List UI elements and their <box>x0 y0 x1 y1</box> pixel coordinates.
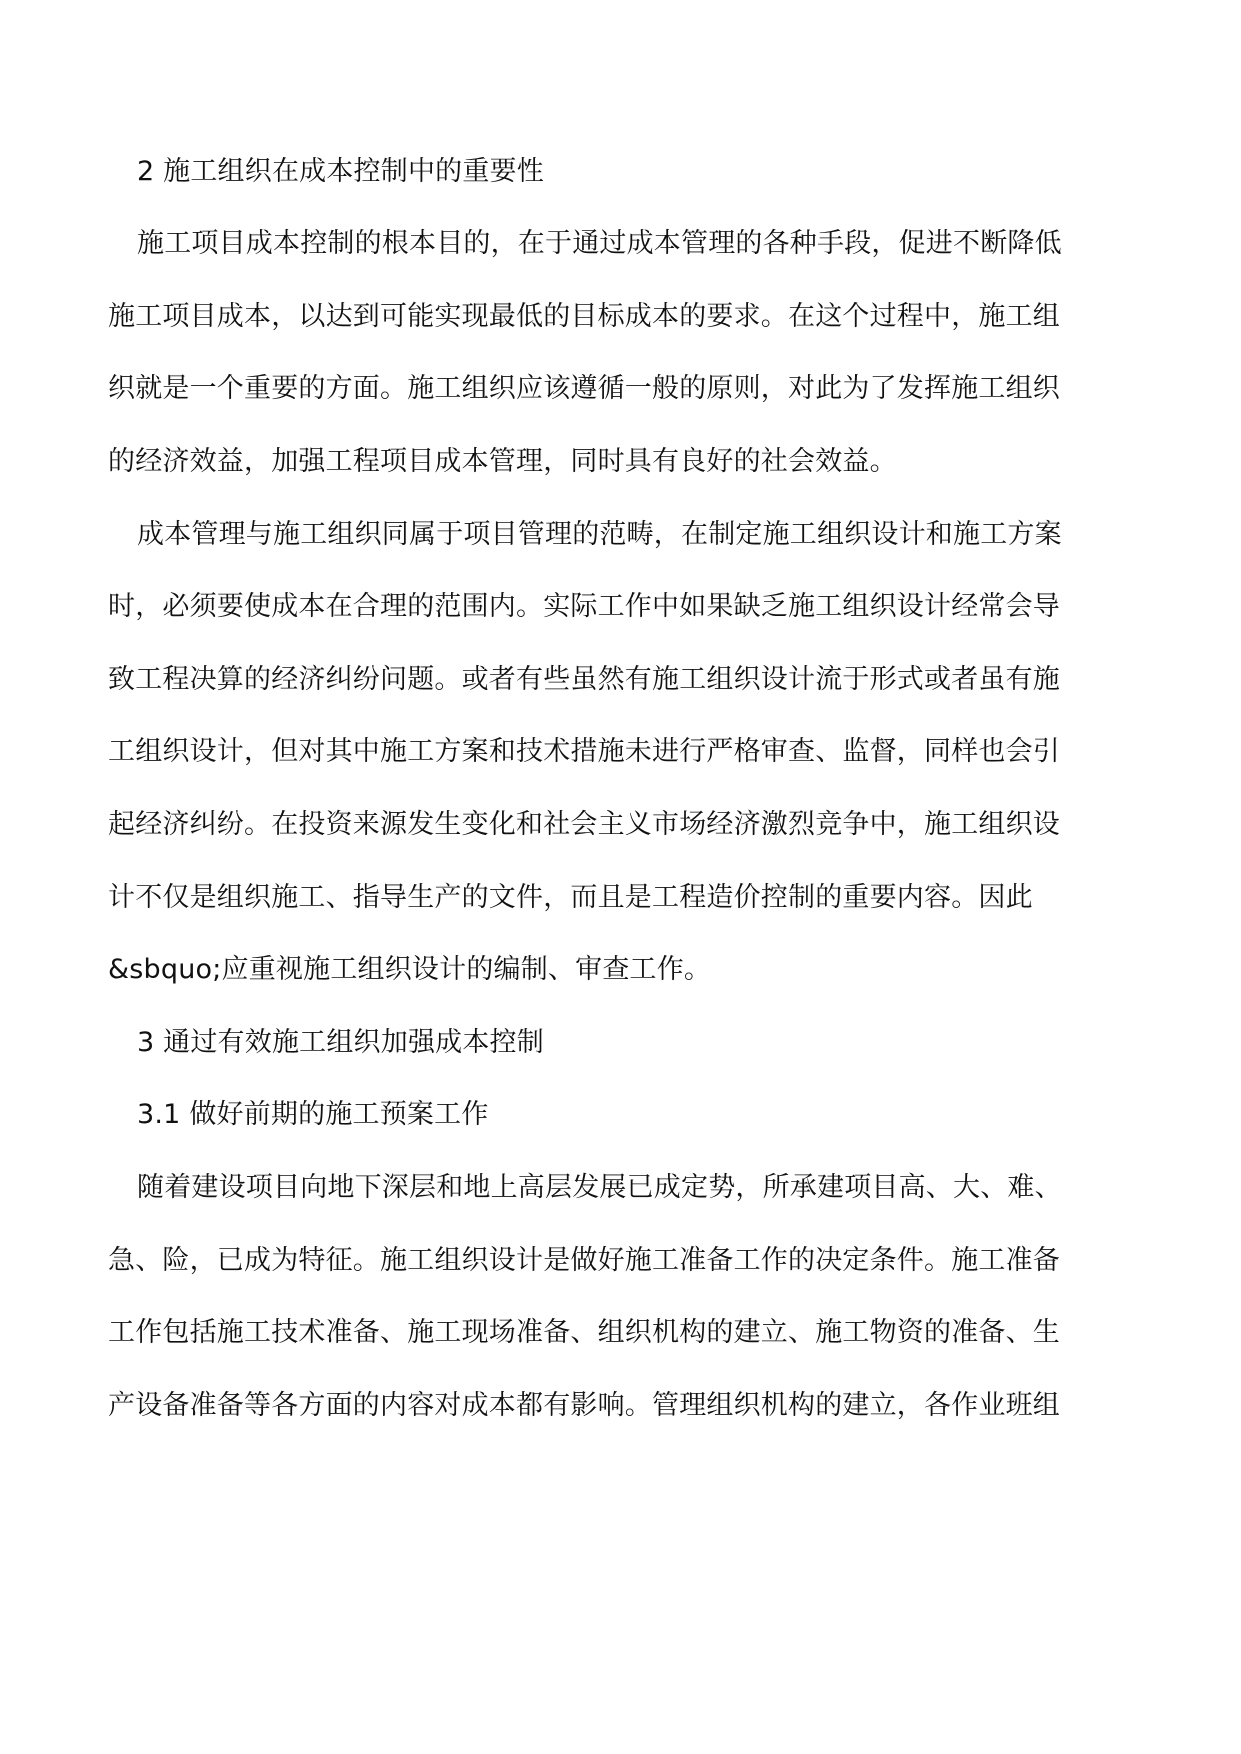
paragraph-1-line-3: 织就是一个重要的方面。施工组织应该遵循一般的原则，对此为了发挥施工组织 <box>108 373 1060 404</box>
paragraph-2-line-2: 时，必须要使成本在合理的范围内。实际工作中如果缺乏施工组织设计经常会导 <box>108 591 1060 622</box>
section-heading-2: 2 施工组织在成本控制中的重要性 <box>137 156 544 187</box>
paragraph-3-line-2: 急、险，已成为特征。施工组织设计是做好施工准备工作的决定条件。施工准备 <box>108 1245 1060 1276</box>
section-heading-3: 3 通过有效施工组织加强成本控制 <box>137 1027 544 1058</box>
paragraph-3-line-1: 随着建设项目向地下深层和地上高层发展已成定势，所承建项目高、大、难、 <box>137 1172 1062 1203</box>
paragraph-3-line-3: 工作包括施工技术准备、施工现场准备、组织机构的建立、施工物资的准备、生 <box>108 1317 1060 1348</box>
subsection-heading-3-1: 3.1 做好前期的施工预案工作 <box>137 1099 489 1130</box>
paragraph-2-line-7: &sbquo;应重视施工组织设计的编制、审查工作。 <box>108 954 712 985</box>
paragraph-1-line-1: 施工项目成本控制的根本目的，在于通过成本管理的各种手段，促进不断降低 <box>137 228 1062 259</box>
paragraph-2-line-4: 工组织设计，但对其中施工方案和技术措施未进行严格审查、监督，同样也会引 <box>108 736 1060 767</box>
paragraph-1-line-4: 的经济效益，加强工程项目成本管理，同时具有良好的社会效益。 <box>108 446 897 477</box>
paragraph-2-line-3: 致工程决算的经济纠纷问题。或者有些虽然有施工组织设计流于形式或者虽有施 <box>108 664 1060 695</box>
paragraph-2-line-6: 计不仅是组织施工、指导生产的文件，而且是工程造价控制的重要内容。因此 <box>108 882 1033 913</box>
paragraph-2-line-1: 成本管理与施工组织同属于项目管理的范畴，在制定施工组织设计和施工方案 <box>137 519 1062 550</box>
paragraph-3-line-4: 产设备准备等各方面的内容对成本都有影响。管理组织机构的建立，各作业班组 <box>108 1390 1060 1421</box>
paragraph-2-line-5: 起经济纠纷。在投资来源发生变化和社会主义市场经济激烈竞争中，施工组织设 <box>108 809 1060 840</box>
paragraph-1-line-2: 施工项目成本，以达到可能实现最低的目标成本的要求。在这个过程中，施工组 <box>108 301 1060 332</box>
